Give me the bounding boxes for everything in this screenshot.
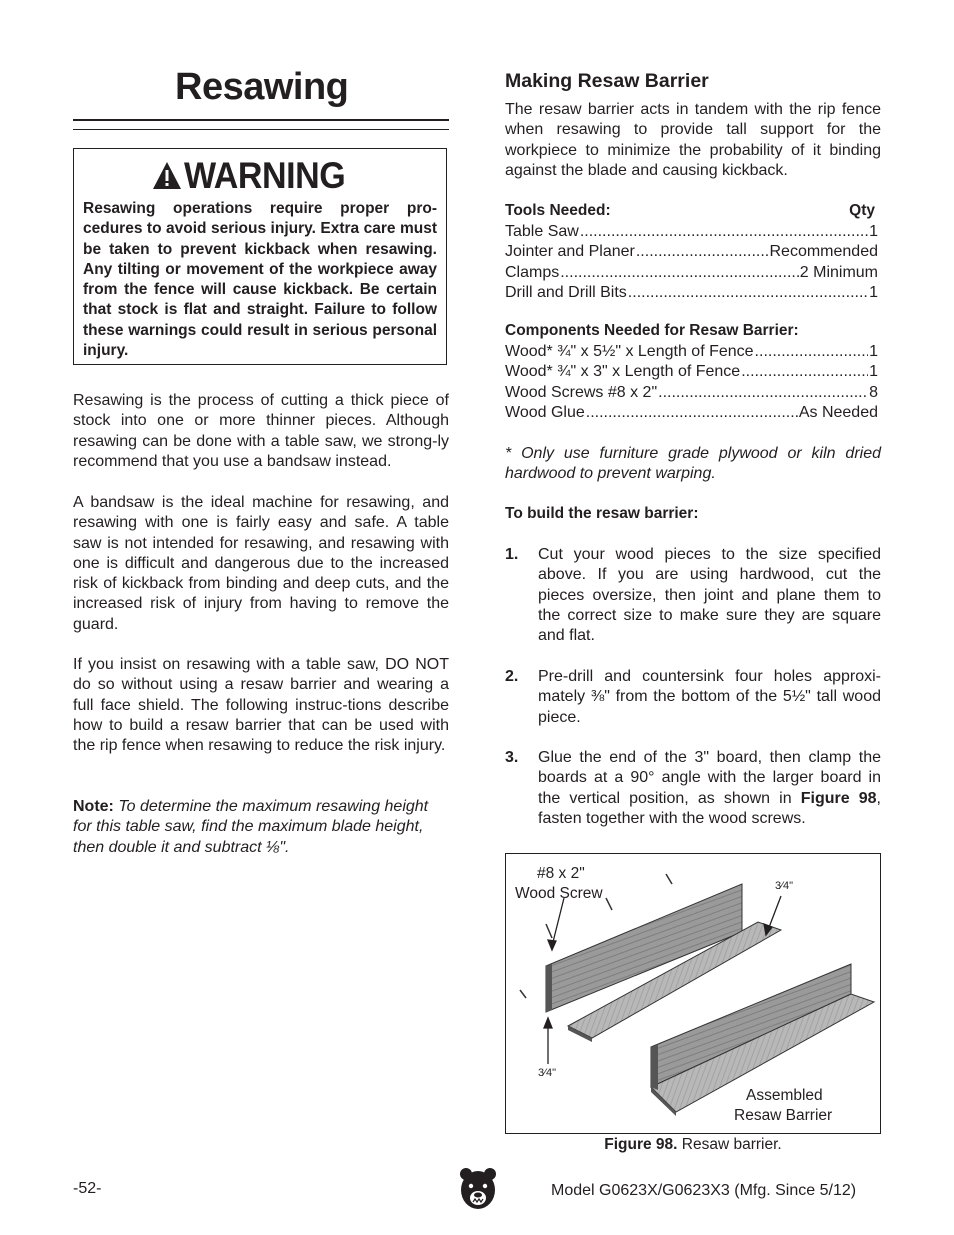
list-item	[505, 362, 878, 382]
step-item	[505, 545, 881, 646]
step-number: 3.	[505, 749, 519, 766]
item-label: Wood* ¾" x 3" x Length of Fence	[505, 363, 741, 381]
warning-text: Resawing operations require proper pro-cedures to avoid serious injury. Extra care must be taken to prevent kickback when resawing. Any tilting or movement of the workpiece away from the fence will cause kickback. Be certain that stock is flat and straight. Failure to follow these warnings could result in serious personal injury.	[83, 200, 437, 360]
assembled-label-line2: Resaw Barrier	[734, 1107, 833, 1124]
model-info: Model G0623X/G0623X3 (Mfg. Since 5/12)	[551, 1182, 857, 1199]
item-label: Drill and Drill Bits	[505, 283, 627, 301]
figure-box	[505, 853, 881, 1134]
step-item	[505, 748, 881, 829]
step-text-part: , fasten together with the wood screws.	[538, 789, 881, 827]
step-item	[505, 667, 881, 728]
screw-label-line1: #8 x 2"	[537, 865, 585, 882]
warning-heading	[152, 156, 359, 196]
bandsaw-paragraph: A bandsaw is the ideal machine for resawing, and resawing with one is fairly easy and safe. A table saw is not intended for resawing, and resawing with one is difficult and dangerous due to the increased risk of kickback from binding and deep cuts, and the increased risk of injury from having to remove the guard.	[73, 494, 449, 633]
item-qty: As Needed	[798, 403, 878, 421]
step-number: 2.	[505, 668, 519, 685]
footnote: * Only use furniture grade plywood or kiln dried hardwood to prevent warping.	[505, 445, 881, 483]
list-item	[505, 222, 878, 242]
thickness-label-bottom: 3⁄4"	[538, 1067, 556, 1079]
list-item	[505, 263, 878, 283]
tools-list	[505, 222, 878, 303]
note-paragraph	[73, 797, 451, 858]
screw-label-line2: Wood Screw	[515, 885, 603, 902]
page-title: Resawing	[175, 66, 349, 108]
bear-logo-icon	[459, 1166, 497, 1210]
qty-header-label: Qty	[849, 202, 875, 219]
step-text	[538, 748, 881, 829]
title-rule-thin	[73, 129, 449, 130]
table-saw-paragraph: If you insist on resawing with a table saw, DO NOT do so without using a resaw barrier and wearing a full face shield. The following instruc-tions describe how to build a resaw barrier that can be used with the rip fence when resawing to reduce the risk injury.	[73, 656, 449, 755]
list-item	[505, 342, 878, 362]
item-qty: 2 Minimum	[799, 263, 878, 281]
item-qty: 1	[869, 363, 878, 381]
thickness-label-top: 3⁄4"	[775, 880, 793, 892]
step-number: 1.	[505, 546, 519, 563]
section-heading: Making Resaw Barrier	[505, 70, 709, 92]
item-qty: 1	[869, 223, 878, 240]
figure-caption-label: Figure 98.	[604, 1136, 678, 1153]
list-item	[505, 383, 878, 403]
warning-word: WARNING	[184, 155, 346, 196]
item-qty: Recommended	[769, 243, 878, 261]
list-item	[505, 242, 878, 262]
page-number: -52-	[73, 1180, 102, 1197]
item-qty: 1	[869, 343, 878, 360]
item-label: Wood Screws #8 x 2"	[505, 383, 658, 401]
step-text-part: Glue the end of the 3" board, then clamp the boards at a 90° angle with the larger board in the vertical position, as shown in	[538, 749, 881, 807]
barrier-intro: The resaw barrier acts in tandem with the rip fence when resawing to provide tall support for the workpiece to minimize the probability of it binding against the blade and causing kickback.	[505, 101, 881, 179]
list-item	[505, 403, 878, 423]
figure-reference: Figure 98	[800, 789, 877, 807]
figure-caption	[505, 1136, 881, 1154]
item-label: Table Saw	[505, 223, 579, 240]
figure-caption-text: Resaw barrier.	[677, 1136, 782, 1153]
item-qty: 8	[869, 383, 878, 401]
step-text: Cut your wood pieces to the size specified above. If you are using hardwood, cut the pieces oversize, then joint and plane them to the correct size to make sure they are square and flat.	[538, 546, 881, 645]
item-label: Wood Glue	[505, 403, 585, 421]
warning-triangle-icon	[152, 161, 182, 191]
tools-header	[505, 202, 875, 220]
step-text: Pre-drill and countersink four holes approxi-mately ⅜" from the bottom of the 5½" tall wood piece.	[538, 668, 881, 726]
note-label: Note:	[73, 798, 114, 815]
item-qty: 1	[869, 283, 878, 301]
build-header: To build the resaw barrier:	[505, 505, 699, 522]
intro-paragraph: Resawing is the process of cutting a thick piece of stock into one or more thinner pieces. Although resawing can be done with a table saw, we strong-ly recommend that you use a bandsaw instead.	[73, 392, 449, 470]
tools-header-label: Tools Needed:	[505, 202, 611, 219]
components-list	[505, 342, 878, 423]
components-header: Components Needed for Resaw Barrier:	[505, 322, 799, 339]
title-rule-thick	[73, 119, 449, 121]
note-text: To determine the maximum resawing height for this table saw, find the maximum blade height, then double it and subtract ⅛".	[73, 798, 429, 856]
item-label: Wood* ¾" x 5½" x Length of Fence	[505, 343, 754, 360]
assembled-label-line1: Assembled	[746, 1087, 823, 1104]
item-label: Clamps	[505, 263, 560, 281]
list-item	[505, 283, 878, 303]
item-label: Jointer and Planer	[505, 243, 635, 261]
